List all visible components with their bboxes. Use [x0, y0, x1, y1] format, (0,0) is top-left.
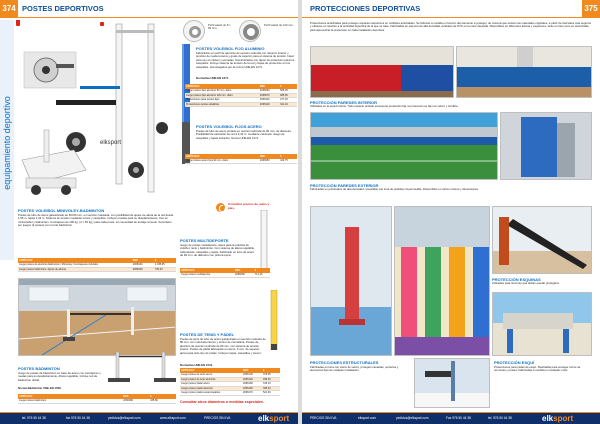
footer-fax: Fax 976 50 44 38 — [446, 416, 471, 420]
column-protection-photo — [310, 206, 392, 356]
ski-lift-photo — [492, 206, 592, 274]
footer-phone: tel. 976 50 44 38 — [488, 416, 512, 420]
table-row: Juego postes de tenis acero 2066130 378,95 — [180, 373, 280, 378]
profile-small-image — [183, 20, 205, 42]
col-header: REF. — [242, 368, 262, 373]
table-row: Protecciones para postes fijos 2066110 277,45 — [185, 98, 297, 103]
left-footer — [0, 412, 298, 424]
product-heading: POSTES VOLEIBOL MINIVOLEY-BADMINTON — [18, 208, 105, 213]
product-description: Postes de tubo de acero pintado en sección redonda de 90 mm. de diámetro. Posibilidad de elevación de red a 2,43 m. mediante manivela. Juego de casquillos y tapas incluidos. Norma UNE-EN 1271. — [196, 130, 292, 140]
colorful-gym-photo — [394, 206, 490, 356]
exterior-padding-photo — [500, 112, 592, 180]
profile-large-label: Perfil ataúd de 120 mm. — [264, 23, 294, 27]
section-text: Utilizadas en la pared interior. Todo espacio pintado presupone protección fija, la protección se fija con velcro y tornillos. — [310, 105, 459, 108]
price-table-fijo — [185, 84, 297, 107]
table-row: Juego postes de aluminio bádminton / Minivoley. Contrapesos incluidos 2066040 1.035,95 — [18, 263, 176, 268]
footer-vat-note: PRECIOS SIN IVA — [204, 416, 231, 420]
table-row: Juego postes fijos aluminio 120 mm. diám. 2066070 685,80 — [185, 93, 297, 98]
section-heading: PROTECCIÓN ESQUÍ — [494, 360, 535, 365]
product-norm: Normativa UNE-EN 1271. — [196, 77, 229, 80]
right-footer — [302, 412, 600, 424]
table-row: Protecciones postes abatibles 2066120 321,40 — [185, 102, 297, 107]
section-text: Fabricadas en poliuretano de alta densidad, revestidas con lona de poliéster impermeable. Disponibles en varios colores y dimensiones. — [310, 188, 479, 191]
section-heading: PROTECCIÓN PAREDES INTERIOR — [310, 100, 378, 105]
col-header: REF. — [259, 84, 279, 89]
right-page — [302, 0, 600, 424]
price-table-badminton — [18, 394, 176, 404]
note-text: Consultar precios de redes y pies. — [228, 202, 270, 210]
footer-email[interactable]: pedidos@elksport.com — [396, 416, 429, 420]
info-icon — [216, 203, 225, 212]
col-header: ARTÍCULO — [185, 84, 259, 89]
section-heading: PROTECCIÓN PAREDES EXTERIOR — [310, 183, 379, 188]
col-header: REF. — [259, 154, 279, 159]
col-header: ARTÍCULO — [18, 394, 122, 399]
product-heading: POSTES MULTIDEPORTE — [180, 238, 229, 243]
price-table-tenis — [180, 368, 280, 396]
product-description: Postes de tubo de acero galvanizado de 60×60 mm. en sección cuadrada, con posibilidad de ajuste de altura de la red desde 1,55 m. hasta 2,43 m. Sistema de tensión mediante tensor y casquillos. Incluyen ruedas para su desplazamiento. Uso en minivoleibol y bádminton. Contrapeso de 100 kg. (2 × 50 kg.) para cada poste, sin necesidad de anclaje al suelo. Suministro por juegos (2 postes) con red de bádminton. — [18, 214, 174, 228]
product-badge — [100, 22, 104, 26]
outdoor-structure-photo — [492, 292, 592, 356]
page-title: PROTECCIONES DEPORTIVAS — [310, 4, 421, 13]
table-row: Juego postes multideporte 2066080 714,15 — [180, 273, 270, 278]
table-row: Juego postes pádel acero 2066150 315,10 — [180, 382, 280, 387]
col-header: € — [254, 268, 270, 273]
col-header: € — [149, 394, 176, 399]
price-table-acero — [185, 154, 297, 164]
product-heading: POSTES VOLEIBOL FIJOS ACERO — [196, 124, 262, 129]
product-badge — [16, 22, 20, 26]
exterior-field-photo — [310, 112, 498, 180]
col-header: ARTÍCULO — [180, 368, 242, 373]
product-norm: Normativa UNE-EN 1510. — [180, 364, 213, 367]
product-description: Fabricados en perfil de aluminio de sección redonda con refuerzo interior y provisto de rueda tensora y guías de sujeción para el sistema de tensión. Ideal para uso en clubes y escuelas. Suministrados con tapón de protección para los casquillos. Incluye sistema de tensión de la red y tapas de protección en los casquillos. Homologados por la norma UNE-EN 1271. — [196, 52, 295, 69]
table-row: Juego postes bádminton 2066090 435,80 — [18, 399, 176, 404]
table-row: Juego postes pádel escamoteables 2066170 521,60 — [180, 391, 280, 396]
page-title: POSTES DEPORTIVOS — [22, 4, 104, 13]
col-header: ARTÍCULO — [180, 268, 234, 273]
product-heading: POSTES BÁDMINTON — [18, 366, 60, 371]
interior-room-photo — [456, 46, 592, 98]
product-description: Postes de tenis de tubo de acero galvanizado en sección redonda de 80 mm. con manivela interior y tensor de cremallera. Postes de aluminio de sección redonda de 80 mm. con sistema de tensión interior. Postes de pádel fabricados en acero, 6 mm. de espesor, aptos para todo tipo de pistas. Incluyen tapas, casquillos y tensor. — [180, 338, 266, 355]
section-text: Fabricadas en lona con cierre de velcro, protegen canastas, porterías y elementos fijos de cualquier instalación. — [310, 366, 399, 373]
price-table-multideporte — [180, 268, 270, 278]
profile-small-label: Perfil ataúd de 8 × 83 mm. — [208, 23, 231, 31]
section-heading: PROTECCIONES ESTRUCTURALES — [310, 360, 379, 365]
right-page-header — [302, 0, 600, 18]
footer-phone: tel. 976 50 44 38 — [22, 416, 46, 420]
product-heading: POSTES DE TENIS Y PÁDEL — [180, 332, 235, 337]
col-header: REF. — [234, 268, 254, 273]
interior-wall-photo — [310, 46, 454, 98]
product-norm: Norma Bádminton UNE-EN 1509. — [18, 387, 62, 390]
red-notice: Consultar otros diámetros o medidas especiales. — [180, 400, 264, 404]
posts-composite-image — [16, 20, 178, 206]
product-heading: POSTES VOLEIBOL FIJO ALUMINIO — [196, 46, 265, 51]
elksport-logo: elksport — [258, 414, 290, 423]
page-number: 375 — [582, 0, 600, 18]
product-description: Juego de postes de bádminton en base de acero con contrapeso y ruedas para su desplazamiento. Altura regulable. Incluye red de bádminton oficial. — [18, 372, 101, 382]
table-row: Juego postes fijos aluminio 80 mm. diám. 2066060 586,95 — [185, 89, 297, 94]
footer-web[interactable]: elksport.com — [358, 416, 377, 420]
page-number: 374 — [0, 0, 18, 18]
product-description: Juego de postes multideporte, aptos para la práctica de voleibol, tenis y bádminton. Con sistema de altura regulable, cabrestante, casquillos y tapas. Fabricado en tubo de acero de 90 mm. de diámetro con pintura epoxi. — [180, 244, 255, 258]
price-table-minivoley — [18, 258, 176, 272]
col-header: € — [279, 154, 297, 159]
svg-text:elksport: elksport — [100, 140, 122, 146]
col-header: € — [154, 258, 176, 263]
left-page-header — [0, 0, 298, 18]
table-row: Juego postes acero fijos 90 mm. diám. 2066050 429,75 — [185, 159, 297, 164]
footer-email[interactable]: pedidos@elksport.com — [108, 416, 141, 420]
footer-vat-note: PRECIOS SIN IVA — [310, 416, 337, 420]
intro-text: Protecciones acolchadas para proteger espacios deportivos en múltiples actividades. Se fabrican a medida en función del elemento a proteger, de manera que existen los materiales originales, a partir de intervalos más seguros y eficaces en relación a la actividad deportiva de la que se trate. Fabricadas en espuma de alta densidad. Acabado de PVC en la color deseada. Disponibles en diferentes alturas y espesores, tanto en lisa como en texturizada para aprovechar la protección en cada instalación deportiva. — [310, 22, 591, 32]
gym-photo — [18, 278, 176, 356]
side-tab — [0, 20, 14, 260]
table-row: Juego postes de tenis aluminio 2066140 459,30 — [180, 377, 280, 382]
footer-web[interactable]: www.elksport.com — [160, 416, 186, 420]
table-row: Juego postes bádminton. Ajuste de alturas 2066045 735,30 — [18, 267, 176, 272]
elksport-logo: elksport — [542, 414, 574, 423]
badminton-post-image — [108, 350, 178, 384]
ski-chairlift-photo — [414, 358, 490, 408]
col-header: ARTÍCULO — [18, 258, 132, 263]
side-tab-label: equipamiento deportivo — [2, 96, 12, 190]
table-row: Juego postes pádel aluminio 2066160 395,40 — [180, 386, 280, 391]
col-header: € — [279, 84, 297, 89]
section-heading: PROTECCIÓN ESQUINAS — [492, 277, 541, 282]
section-text: Indicadas para rincones que deban quedar protegidos. — [492, 282, 560, 285]
footer-fax: fax 976 50 44 38 — [66, 416, 90, 420]
section-text: Protecciones para pistas de esquí. Diseñadas para proteger torres de remontes y postes. Fabricadas a medida en cualquier color. — [494, 366, 581, 373]
col-header: REF. — [132, 258, 154, 263]
col-header: REF. — [122, 394, 149, 399]
col-header: € — [262, 368, 280, 373]
profile-large-image — [239, 20, 261, 42]
col-header: ARTÍCULO — [185, 154, 259, 159]
left-page — [0, 0, 298, 424]
white-post-image — [258, 210, 270, 270]
tennis-post-image — [268, 290, 280, 350]
